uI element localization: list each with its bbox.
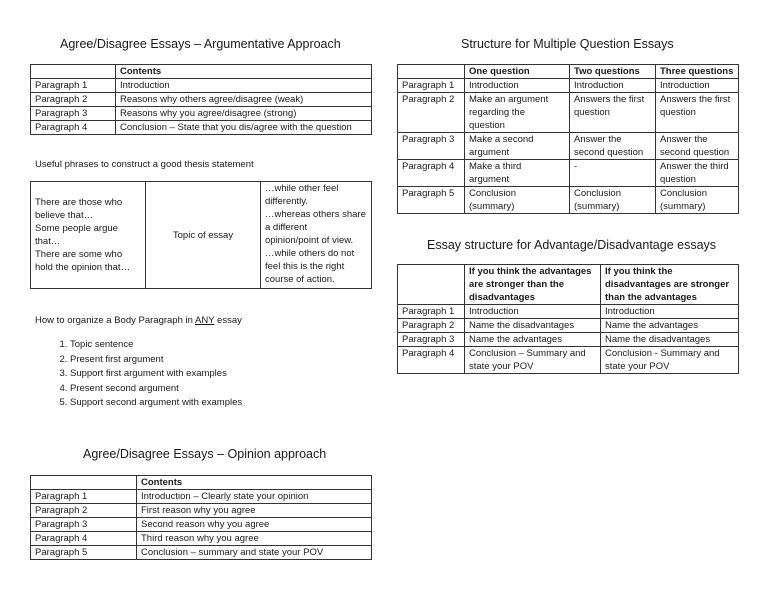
contents-header: Contents — [137, 476, 372, 490]
table-row — [31, 79, 372, 93]
table-cell — [465, 305, 601, 319]
argumentative-table — [30, 64, 372, 135]
list-item: 1. Topic sentence — [70, 338, 242, 353]
phrase-line: differently. — [265, 196, 308, 207]
table-row — [398, 160, 739, 187]
table-cell — [465, 133, 570, 160]
table-cell — [601, 347, 739, 374]
cell-line: regarding the — [469, 107, 525, 118]
table-cell — [465, 93, 570, 133]
header-line: disadvantages — [469, 292, 535, 303]
row-label: Paragraph 4 — [398, 347, 465, 374]
phrase-line: course of action. — [265, 274, 335, 285]
table-cell — [656, 93, 739, 133]
table-header-row — [398, 265, 739, 305]
table-cell — [656, 133, 739, 160]
table-row — [31, 107, 372, 121]
header-line: If you think the advantages — [469, 266, 592, 277]
cell-line: Conclusion — [469, 188, 516, 199]
phrase-line: Some people argue — [35, 223, 118, 234]
list-item: 4. Present second argument — [70, 382, 242, 397]
phrase-line: There are those who — [35, 197, 123, 208]
row-content: Reasons why you agree/disagree (strong) — [116, 107, 372, 121]
row-label: Paragraph 4 — [31, 532, 137, 546]
body-paragraph-intro — [35, 315, 242, 326]
cell-line: Introduction — [574, 80, 624, 91]
table-row — [31, 532, 372, 546]
phrases-right-cell — [261, 182, 372, 289]
list-item: 2. Present first argument — [70, 353, 242, 368]
phrase-line: …while others do not — [265, 248, 355, 259]
cell-line: Conclusion — [574, 188, 621, 199]
row-label: Paragraph 2 — [398, 319, 465, 333]
row-label: Paragraph 3 — [398, 333, 465, 347]
phrases-table — [30, 181, 372, 289]
row-content: Conclusion – State that you dis/agree with the question — [116, 121, 372, 135]
body-intro-text-end: essay — [214, 315, 242, 326]
advantage-title: Essay structure for Advantage/Disadvantage essays — [427, 238, 717, 252]
table-header-row — [31, 476, 372, 490]
cell-line: Name the disadvantages — [605, 334, 711, 345]
table-cell — [601, 305, 739, 319]
cell-line: Make an argument — [469, 94, 549, 105]
cell-line: state your POV — [469, 361, 534, 372]
table-cell — [465, 347, 601, 374]
cell-line: Introduction — [469, 80, 519, 91]
body-steps-list — [40, 338, 242, 411]
multiple-table — [397, 64, 739, 214]
cell-line: question — [660, 107, 696, 118]
table-row — [31, 518, 372, 532]
phrase-line: a different — [265, 222, 308, 233]
header-line: are stronger than the — [469, 279, 565, 290]
cell-line: - — [574, 161, 578, 172]
cell-line: argument — [469, 174, 510, 185]
list-item: 5. Support second argument with examples — [70, 396, 242, 411]
cell-line: Introduction — [605, 306, 655, 317]
table-cell — [570, 93, 656, 133]
row-content: Introduction – Clearly state your opinion — [137, 490, 372, 504]
header-one-question: One question — [465, 65, 570, 79]
phrase-line: There are some who — [35, 249, 123, 260]
cell-line: Name the advantages — [469, 334, 562, 345]
table-cell — [656, 79, 739, 93]
multiple-title: Structure for Multiple Question Essays — [461, 37, 674, 51]
header-two-questions: Two questions — [570, 65, 656, 79]
table-row — [398, 347, 739, 374]
table-header-row — [398, 65, 739, 79]
cell-line: Conclusion — [660, 188, 707, 199]
empty-header-cell — [398, 65, 465, 79]
table-row — [398, 333, 739, 347]
phrases-left-cell — [31, 182, 146, 289]
table-row — [398, 133, 739, 160]
phrase-line: opinion/point of view. — [265, 235, 354, 246]
table-row — [31, 546, 372, 560]
header-line: If you think the — [605, 266, 673, 277]
row-content: Introduction — [116, 79, 372, 93]
cell-line: state your POV — [605, 361, 670, 372]
row-label: Paragraph 3 — [31, 518, 137, 532]
row-label: Paragraph 4 — [398, 160, 465, 187]
cell-line: (summary) — [660, 201, 706, 212]
header-line: disadvantages are stronger — [605, 279, 730, 290]
phrase-line: …while other feel — [265, 183, 339, 194]
body-intro-text: How to organize a Body Paragraph in — [35, 315, 196, 326]
table-row — [31, 490, 372, 504]
opinion-table — [30, 475, 372, 560]
table-cell — [570, 160, 656, 187]
table-cell — [570, 79, 656, 93]
header-advantages-stronger — [465, 265, 601, 305]
row-label: Paragraph 1 — [398, 305, 465, 319]
cell-line: Conclusion - Summary and — [605, 348, 720, 359]
cell-line: Make a third — [469, 161, 522, 172]
cell-line: Conclusion – Summary and — [469, 348, 586, 359]
row-content: Third reason why you agree — [137, 532, 372, 546]
table-row — [31, 504, 372, 518]
table-row — [31, 93, 372, 107]
row-label: Paragraph 5 — [31, 546, 137, 560]
row-content: First reason why you agree — [137, 504, 372, 518]
cell-line: Answer the third — [660, 161, 729, 172]
table-header-row — [31, 65, 372, 79]
table-row — [398, 93, 739, 133]
table-cell — [465, 160, 570, 187]
table-cell — [465, 333, 601, 347]
cell-line: second question — [660, 147, 730, 158]
table-cell — [656, 187, 739, 214]
row-content: Second reason why you agree — [137, 518, 372, 532]
empty-header-cell — [31, 476, 137, 490]
list-item: 3. Support first argument with examples — [70, 367, 242, 382]
row-label: Paragraph 1 — [31, 79, 116, 93]
row-content: Reasons why others agree/disagree (weak) — [116, 93, 372, 107]
empty-header-cell — [398, 265, 465, 305]
table-cell — [465, 79, 570, 93]
cell-line: Answer the — [574, 134, 622, 145]
table-cell — [570, 187, 656, 214]
phrase-line: that… — [35, 236, 61, 247]
cell-line: Introduction — [660, 80, 710, 91]
header-disadvantages-stronger — [601, 265, 739, 305]
table-cell — [656, 160, 739, 187]
table-row — [398, 319, 739, 333]
table-cell — [601, 319, 739, 333]
cell-line: Name the advantages — [605, 320, 698, 331]
phrase-line: believe that… — [35, 210, 94, 221]
body-intro-emphasis: ANY — [195, 315, 215, 326]
cell-line: Answers the first — [660, 94, 731, 105]
cell-line: Answer the — [660, 134, 708, 145]
row-label: Paragraph 1 — [398, 79, 465, 93]
table-cell — [465, 187, 570, 214]
row-label: Paragraph 3 — [31, 107, 116, 121]
cell-line: Name the disadvantages — [469, 320, 575, 331]
cell-line: Make a second — [469, 134, 534, 145]
table-row — [31, 121, 372, 135]
argumentative-title: Agree/Disagree Essays – Argumentative Approach — [60, 37, 341, 51]
table-cell — [601, 333, 739, 347]
cell-line: Introduction — [469, 306, 519, 317]
cell-line: question — [574, 107, 610, 118]
phrase-line: feel this is the right — [265, 261, 345, 272]
row-label: Paragraph 2 — [398, 93, 465, 133]
cell-line: Answers the first — [574, 94, 645, 105]
advantage-table — [397, 264, 739, 374]
header-three-questions: Three questions — [656, 65, 739, 79]
row-label: Paragraph 1 — [31, 490, 137, 504]
table-cell — [465, 319, 601, 333]
table-cell — [570, 133, 656, 160]
row-label: Paragraph 5 — [398, 187, 465, 214]
topic-cell: Topic of essay — [146, 182, 261, 289]
cell-line: question — [469, 120, 505, 131]
cell-line: (summary) — [469, 201, 515, 212]
empty-header-cell — [31, 65, 116, 79]
row-label: Paragraph 4 — [31, 121, 116, 135]
table-row — [398, 187, 739, 214]
phrases-row — [31, 182, 372, 289]
cell-line: question — [660, 174, 696, 185]
cell-line: second question — [574, 147, 644, 158]
opinion-title: Agree/Disagree Essays – Opinion approach — [83, 447, 327, 461]
table-row — [398, 79, 739, 93]
phrase-line: …whereas others share — [265, 209, 366, 220]
header-line: than the advantages — [605, 292, 697, 303]
row-label: Paragraph 2 — [31, 504, 137, 518]
contents-header: Contents — [116, 65, 372, 79]
table-row — [398, 305, 739, 319]
row-label: Paragraph 2 — [31, 93, 116, 107]
row-label: Paragraph 3 — [398, 133, 465, 160]
cell-line: (summary) — [574, 201, 620, 212]
phrases-intro: Useful phrases to construct a good thesis statement — [35, 159, 254, 170]
row-content: Conclusion – summary and state your POV — [137, 546, 372, 560]
phrase-line: hold the opinion that… — [35, 262, 131, 273]
cell-line: argument — [469, 147, 510, 158]
